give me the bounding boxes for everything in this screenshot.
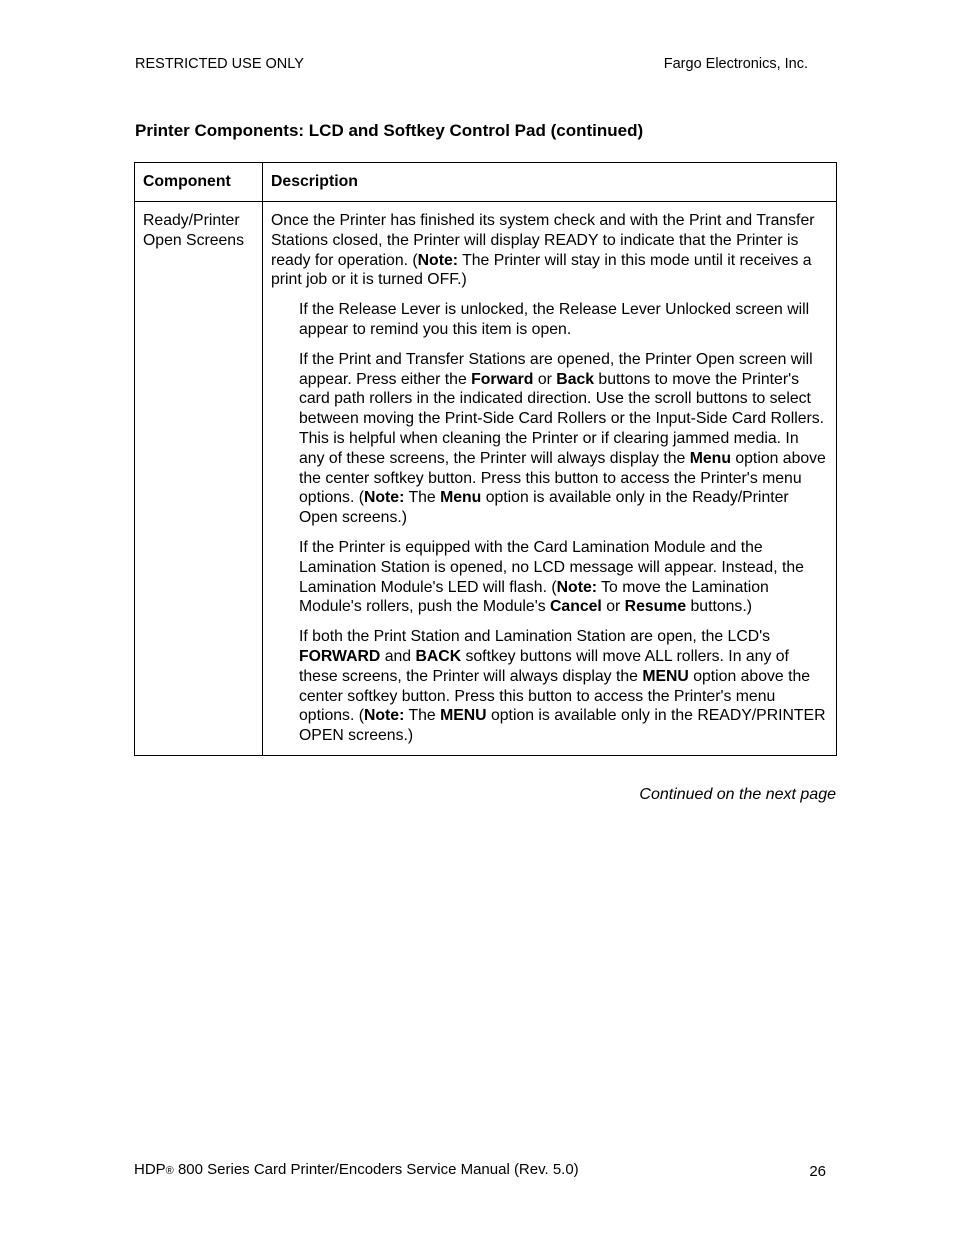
bold-term: Forward bbox=[471, 370, 534, 388]
bold-term: Menu bbox=[440, 489, 482, 507]
text-run: If the Printer is equipped with the Card Lamination Module and the Lamination Station is opened, no LCD message will appear. Instead, the Lamination Module's LED will flash. ( bbox=[299, 538, 804, 596]
text-run: option above the center softkey button. Press this button to access the Printer's menu options. ( bbox=[299, 667, 811, 725]
note-label: Note: bbox=[417, 251, 459, 269]
text-run: option is available only in the Ready/Printer Open screens.) bbox=[299, 489, 789, 527]
header-description: Description bbox=[263, 163, 837, 202]
section-title: Printer Components: LCD and Softkey Control Pad (continued) bbox=[135, 121, 644, 140]
note-label: Note: bbox=[363, 707, 405, 725]
header-company: Fargo Electronics, Inc. bbox=[663, 56, 808, 72]
component-name-line2: Open Screens bbox=[143, 231, 244, 249]
text-run: If both the Print Station and Lamination Station are open, the LCD's bbox=[299, 628, 771, 646]
description-paragraph-3 bbox=[299, 350, 828, 528]
note-label: Note: bbox=[363, 489, 405, 507]
text-run: softkey buttons will move ALL rollers. In any of these screens, the Printer will always display the bbox=[299, 647, 789, 685]
description-cell bbox=[263, 202, 837, 756]
text-run: The bbox=[404, 489, 441, 507]
footer-title-part: 800 Series Card Printer/Encoders Service Manual (Rev. 5.0) bbox=[173, 1161, 579, 1178]
description-paragraph-5 bbox=[299, 627, 828, 746]
text-run: If the Print and Transfer Stations are opened, the Printer Open screen will appear. Press either the bbox=[299, 350, 813, 388]
table-row bbox=[135, 202, 837, 756]
bold-term: Back bbox=[556, 370, 595, 388]
text-run: Once the Printer has finished its system check and with the Print and Transfer Stations closed, the Printer will display READY to indicate that the Printer is ready for operation. ( bbox=[271, 212, 815, 269]
page-number: 26 bbox=[809, 1163, 826, 1180]
table-header-row bbox=[135, 163, 837, 202]
bold-term: FORWARD bbox=[299, 647, 381, 665]
description-paragraph-4 bbox=[299, 538, 828, 617]
continued-note: Continued on the next page bbox=[639, 786, 836, 803]
description-paragraph-1 bbox=[271, 211, 828, 290]
bold-term: MENU bbox=[440, 707, 487, 725]
bold-term: Menu bbox=[689, 449, 731, 467]
footer-title-part: HDP bbox=[134, 1161, 166, 1178]
registered-mark: ® bbox=[165, 1165, 174, 1177]
bold-term: BACK bbox=[415, 647, 462, 665]
bold-term: Cancel bbox=[550, 598, 602, 616]
text-run: option is available only in the READY/PRINTER OPEN screens.) bbox=[299, 707, 826, 745]
text-run: The bbox=[404, 707, 441, 725]
text-run: The Printer will stay in this mode until it receives a print job or it is turned OFF.) bbox=[271, 251, 812, 289]
components-table bbox=[134, 162, 837, 756]
text-run: and bbox=[380, 647, 416, 665]
header-component: Component bbox=[135, 163, 263, 202]
component-cell bbox=[135, 202, 263, 756]
text-run: buttons to move the Printer's card path rollers in the indicated direction. Use the scroll buttons to select between moving the Print-Side Card Rollers or the Input-Side Card Rollers. This is helpful when cleaning the Printer or if clearing jammed media. In any of these screens, the Printer will always display the bbox=[299, 370, 825, 467]
text-run: buttons.) bbox=[686, 598, 752, 616]
description-paragraph-2: If the Release Lever is unlocked, the Release Lever Unlocked screen will appear to remind you this item is open. bbox=[299, 301, 810, 338]
text-run: To move the Lamination Module's rollers, push the Module's bbox=[299, 578, 769, 616]
component-name-line1: Ready/Printer bbox=[143, 212, 240, 229]
bold-term: MENU bbox=[642, 667, 689, 685]
bold-term: Resume bbox=[624, 598, 687, 616]
note-label: Note: bbox=[556, 578, 598, 596]
text-run: option above the center softkey button. Press this button to access the Printer's menu options. ( bbox=[299, 449, 826, 507]
text-run: or bbox=[533, 370, 557, 388]
text-run: or bbox=[601, 598, 625, 616]
header-restricted: RESTRICTED USE ONLY bbox=[135, 56, 304, 72]
footer-manual-title bbox=[134, 1161, 579, 1178]
